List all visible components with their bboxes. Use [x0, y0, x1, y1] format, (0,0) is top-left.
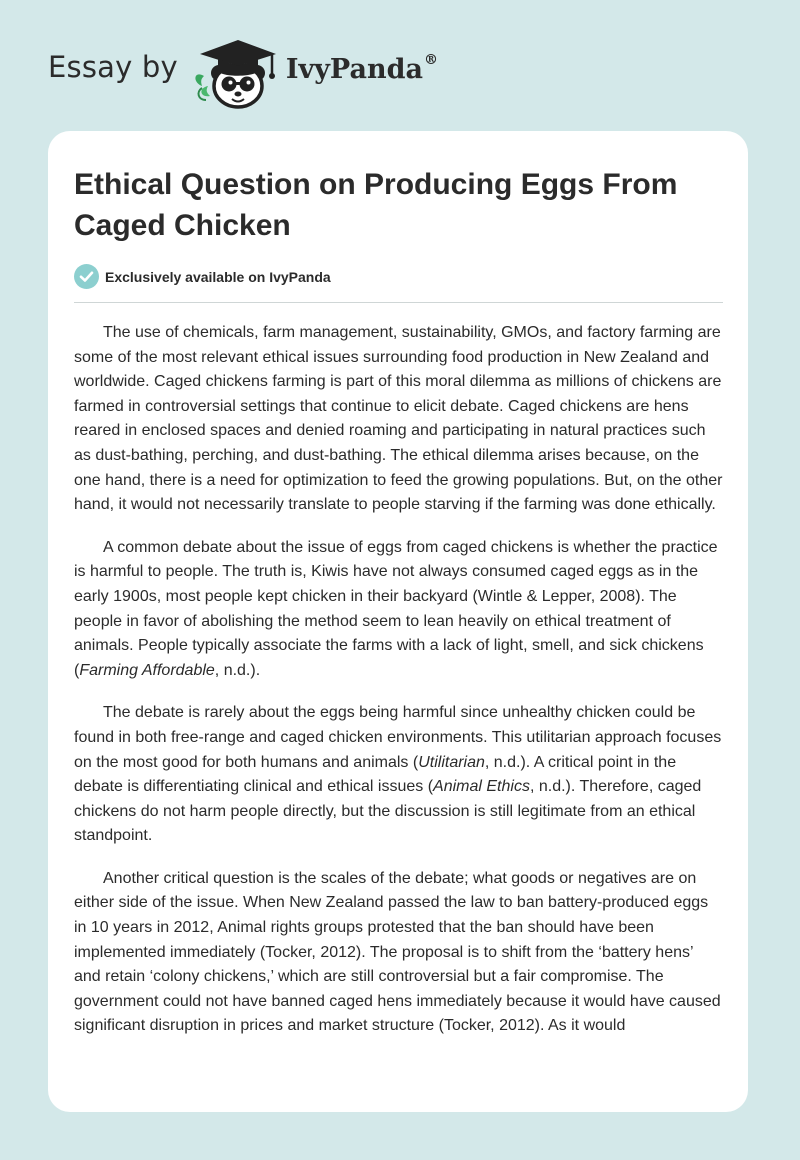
paragraph-2: A common debate about the issue of eggs from caged chickens is whether the practice is harmful to people. The truth is, Kiwis have not always consumed caged eggs as in the early 1900s, most people kept chicken in their backyard (Wintle & Lepper, 2008). The people in favor of abolishing the method seem to lean heavily on ethical treatment of animals. People typically associate the farms with a lack of light, smell, and sick chickens (Farming Affordable, n.d.). — [74, 538, 718, 679]
paragraph-4: Another critical question is the scales of the debate; what goods or negatives are on either side of the issue. When New Zealand passed the law to ban battery-produced eggs in 10 years in 2012, Animal rights groups protested that the ban should have been implemented immediately (Tocker, 2012). The proposal is to shift from the ‘battery hens’ and retain ‘colony chickens,’ which are still controversial but a fair compromise. The government could not have banned caged hens immediately because it would have caused significant disruption in prices and market structure (Tocker, 2012). As it would — [74, 869, 721, 1035]
exclusive-badge — [74, 264, 331, 289]
page-title: Ethical Question on Producing Eggs From Caged Chicken — [74, 168, 678, 242]
citation-farming-affordable: Farming Affordable — [79, 661, 215, 679]
paragraph-3: The debate is rarely about the eggs being harmful since unhealthy chicken could be found in both free-range and caged chicken environments. This utilitarian approach focuses on the most good for both humans and animals (Utilitarian, n.d.). A critical point in the debate is differentiating clinical and ethical issues (Animal Ethics, n.d.). Therefore, caged chickens do not harm people directly, but the discussion is still legitimate from an ethical standpoint. — [74, 704, 722, 845]
essay-by-label: Essay by — [48, 50, 178, 84]
registered-mark: ® — [423, 51, 438, 68]
citation-utilitarian: Utilitarian — [418, 753, 485, 771]
paragraph-1: The use of chemicals, farm management, sustainability, GMOs, and factory farming are some of the most relevant ethical issues surrounding food production in New Zealand and worldwide. Caged chickens farming is part of this moral dilemma as millions of chickens are farmed in controversial settings that continue to elicit debate. Caged chickens are hens reared in enclosed spaces and denied roaming and participating in natural practices such as dust-bathing, perching, and dust-bathing. The ethical dilemma arises because, on the one hand, there is a need for optimization to feed the growing populations. But, on the other hand, it would not necessarily translate to people starving if the farming was done ethically. — [74, 324, 723, 514]
brand-name[interactable]: IvyPanda® — [285, 51, 438, 85]
check-circle-icon — [74, 264, 99, 289]
panda-logo-icon[interactable] — [190, 30, 282, 110]
exclusive-label: Exclusively available on IvyPanda — [105, 268, 331, 285]
essay-body — [74, 321, 724, 1057]
citation-animal-ethics: Animal Ethics — [433, 778, 530, 796]
site-header — [48, 30, 438, 110]
divider — [74, 302, 723, 303]
essay-card — [48, 131, 748, 1112]
